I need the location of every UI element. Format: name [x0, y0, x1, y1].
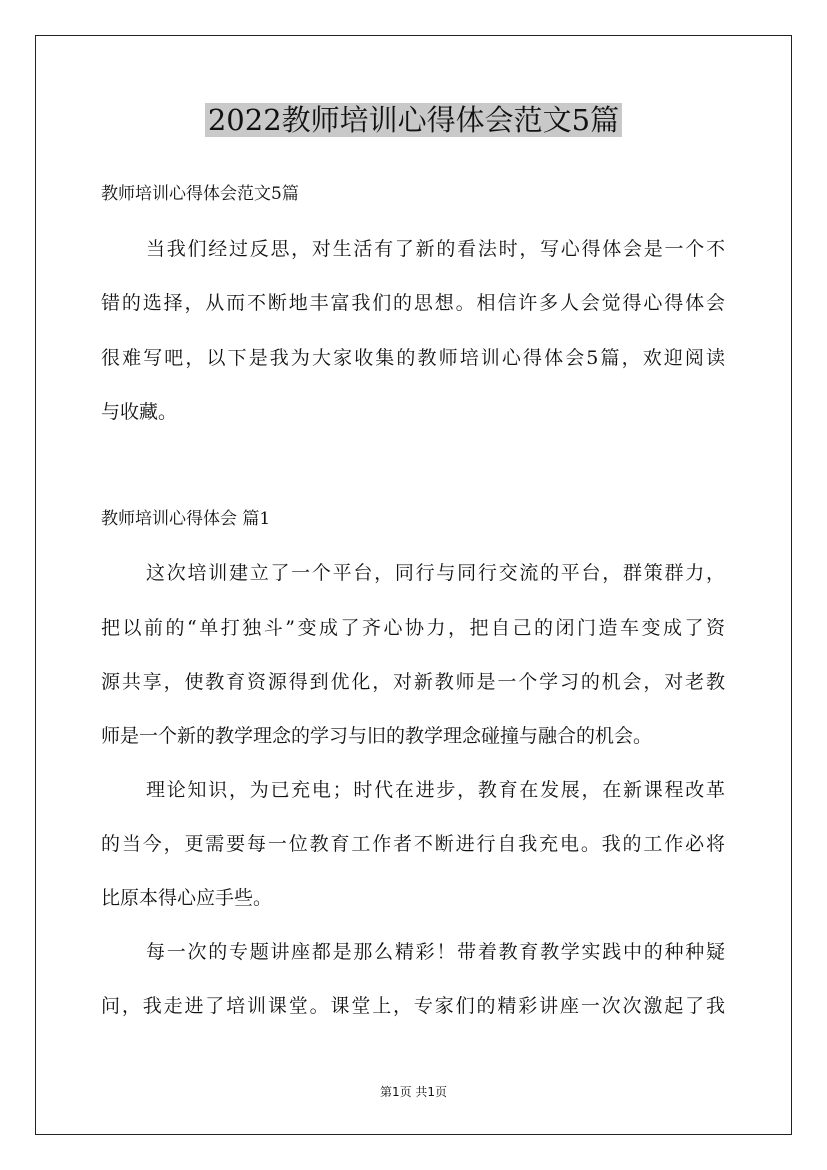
document-title: 2022教师培训心得体会范文5篇 — [0, 100, 827, 140]
intro-line-2: 错的选择，从而不断地丰富我们的思想。相信许多人会觉得心得体会 — [101, 292, 725, 314]
para1-line-4: 师是一个新的教学理念的学习与旧的教学理念碰撞与融合的机会。 — [101, 725, 653, 747]
para2-line-3: 比原本得心应手些。 — [101, 887, 273, 909]
para1-line-3: 源共享，使教育资源得到优化，对新教师是一个学习的机会，对老教 — [101, 671, 725, 693]
para3-line-1: 每一次的专题讲座都是那么精彩！带着教育教学实践中的种种疑 — [146, 941, 725, 963]
para1-line-1: 这次培训建立了一个平台，同行与同行交流的平台，群策群力， — [146, 562, 725, 584]
intro-line-1: 当我们经过反思，对生活有了新的看法时，写心得体会是一个不 — [146, 238, 725, 260]
intro-line-4: 与收藏。 — [101, 401, 178, 423]
section-heading: 教师培训心得体会 篇1 — [101, 509, 271, 529]
page-footer: 第1页 共1页 — [379, 1085, 448, 1099]
para2-line-2: 的当今，更需要每一位教育工作者不断进行自我充电。我的工作必将 — [101, 833, 725, 855]
intro-line-3: 很难写吧，以下是我为大家收集的教师培训心得体会5篇，欢迎阅读 — [101, 347, 725, 369]
para3-line-2: 问，我走进了培训课堂。课堂上，专家们的精彩讲座一次次激起了我 — [101, 995, 725, 1017]
para1-line-2: 把以前的“单打独斗”变成了齐心协力，把自己的闭门造车变成了资 — [101, 617, 725, 639]
subtitle: 教师培训心得体会范文5篇 — [101, 184, 299, 204]
para2-line-1: 理论知识，为已充电；时代在进步，教育在发展，在新课程改革 — [146, 779, 725, 801]
